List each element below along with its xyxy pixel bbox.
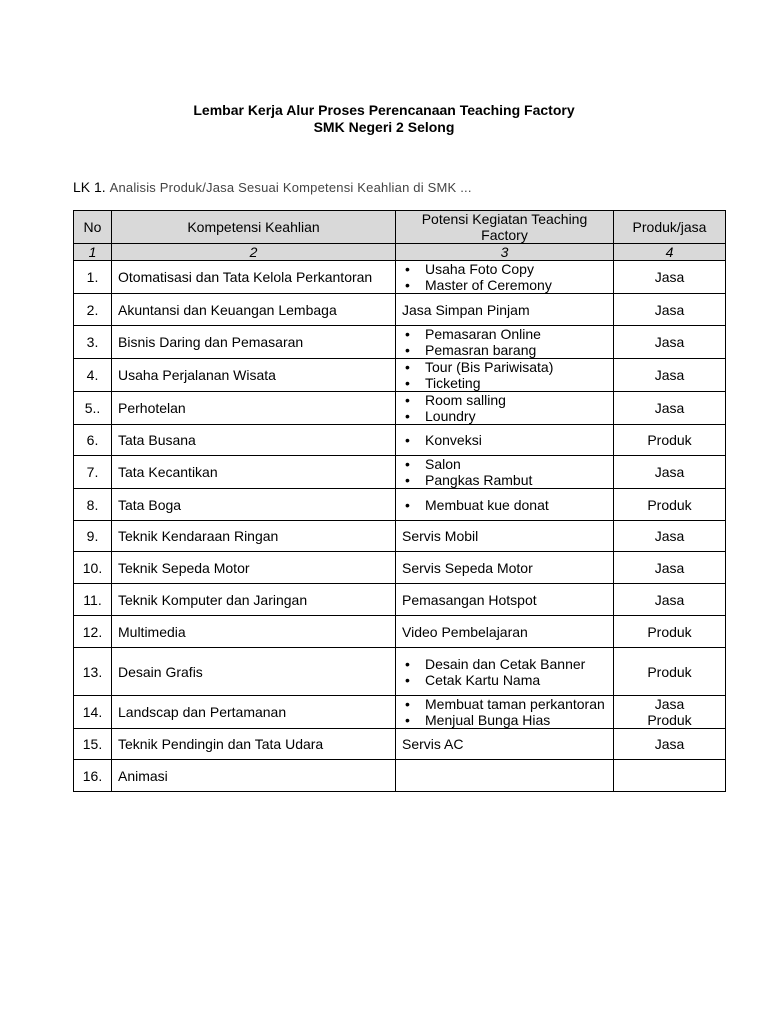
kompetensi-cell: Teknik Sepeda Motor	[112, 552, 396, 584]
analysis-table	[73, 210, 726, 792]
worksheet-heading	[73, 179, 472, 196]
potensi-cell: Pemasangan Hotspot	[396, 584, 614, 616]
produk-cell: Jasa	[614, 552, 726, 584]
potensi-item: • Desain dan Cetak Banner	[402, 656, 607, 672]
potensi-cell	[396, 489, 614, 521]
row-number: 13.	[74, 648, 112, 696]
kompetensi-cell: Desain Grafis	[112, 648, 396, 696]
kompetensi-cell: Landscap dan Pertamanan	[112, 696, 396, 729]
potensi-item: • Room salling	[402, 392, 607, 408]
kompetensi-cell: Animasi	[112, 760, 396, 792]
kompetensi-cell: Tata Boga	[112, 489, 396, 521]
row-number: 4.	[74, 359, 112, 392]
kompetensi-cell: Usaha Perjalanan Wisata	[112, 359, 396, 392]
worksheet-label: LK 1.	[73, 179, 106, 195]
potensi-cell	[396, 456, 614, 489]
potensi-item: • Menjual Bunga Hias	[402, 712, 607, 728]
potensi-cell: Jasa Simpan Pinjam	[396, 294, 614, 326]
potensi-item: • Konveksi	[402, 432, 607, 448]
potensi-list	[402, 696, 607, 728]
header-kompetensi: Kompetensi Keahlian	[112, 211, 396, 244]
table-row	[74, 729, 726, 760]
kompetensi-cell: Tata Busana	[112, 425, 396, 456]
potensi-list	[402, 261, 607, 293]
kompetensi-cell: Perhotelan	[112, 392, 396, 425]
table-row	[74, 425, 726, 456]
row-number: 5..	[74, 392, 112, 425]
produk-cell: Jasa Produk	[614, 696, 726, 729]
kompetensi-cell: Teknik Kendaraan Ringan	[112, 521, 396, 552]
potensi-cell: Servis Sepeda Motor	[396, 552, 614, 584]
row-number: 1.	[74, 261, 112, 294]
table-row	[74, 584, 726, 616]
potensi-cell	[396, 648, 614, 696]
potensi-item: • Salon	[402, 456, 607, 472]
kompetensi-cell: Tata Kecantikan	[112, 456, 396, 489]
table-row	[74, 552, 726, 584]
kompetensi-cell: Otomatisasi dan Tata Kelola Perkantoran	[112, 261, 396, 294]
potensi-cell: Servis Mobil	[396, 521, 614, 552]
column-number: 2	[112, 244, 396, 261]
header-no: No	[74, 211, 112, 244]
header-potensi: Potensi Kegiatan Teaching Factory	[396, 211, 614, 244]
potensi-cell	[396, 696, 614, 729]
produk-cell: Jasa	[614, 521, 726, 552]
column-number: 1	[74, 244, 112, 261]
potensi-list	[402, 656, 607, 688]
potensi-cell: Video Pembelajaran	[396, 616, 614, 648]
table-row	[74, 359, 726, 392]
row-number: 9.	[74, 521, 112, 552]
worksheet-subtitle: Analisis Produk/Jasa Sesuai Kompetensi Keahlian di SMK ...	[109, 180, 472, 195]
row-number: 2.	[74, 294, 112, 326]
potensi-list	[402, 497, 607, 513]
row-number: 3.	[74, 326, 112, 359]
kompetensi-cell: Bisnis Daring dan Pemasaran	[112, 326, 396, 359]
potensi-item: • Membuat kue donat	[402, 497, 607, 513]
potensi-cell	[396, 425, 614, 456]
produk-cell: Jasa	[614, 261, 726, 294]
kompetensi-cell: Teknik Pendingin dan Tata Udara	[112, 729, 396, 760]
potensi-item: • Pangkas Rambut	[402, 472, 607, 488]
school-name: SMK Negeri 2 Selong	[313, 119, 455, 135]
produk-cell: Produk	[614, 616, 726, 648]
header-produk: Produk/jasa	[614, 211, 726, 244]
table-row	[74, 261, 726, 294]
row-number: 6.	[74, 425, 112, 456]
document-title: Lembar Kerja Alur Proses Perencanaan Teaching Factory	[193, 102, 575, 118]
produk-cell: Jasa	[614, 294, 726, 326]
potensi-list	[402, 326, 607, 358]
produk-cell	[614, 760, 726, 792]
potensi-item: • Usaha Foto Copy	[402, 261, 607, 277]
produk-cell: Jasa	[614, 729, 726, 760]
potensi-cell	[396, 359, 614, 392]
potensi-item: • Master of Ceremony	[402, 277, 607, 293]
potensi-cell	[396, 392, 614, 425]
table-row	[74, 456, 726, 489]
table-row	[74, 489, 726, 521]
potensi-list	[402, 432, 607, 448]
produk-cell: Jasa	[614, 326, 726, 359]
table-row	[74, 392, 726, 425]
potensi-cell: Servis AC	[396, 729, 614, 760]
potensi-item: • Tour (Bis Pariwisata)	[402, 359, 607, 375]
column-number-row	[74, 244, 726, 261]
produk-cell: Produk	[614, 648, 726, 696]
potensi-item: • Pemasaran Online	[402, 326, 607, 342]
column-number: 4	[614, 244, 726, 261]
produk-cell: Jasa	[614, 584, 726, 616]
potensi-list	[402, 359, 607, 391]
kompetensi-cell: Akuntansi dan Keuangan Lembaga	[112, 294, 396, 326]
potensi-list	[402, 456, 607, 488]
table-row	[74, 648, 726, 696]
table-body	[74, 261, 726, 792]
potensi-cell	[396, 760, 614, 792]
potensi-cell	[396, 326, 614, 359]
row-number: 14.	[74, 696, 112, 729]
produk-cell: Jasa	[614, 359, 726, 392]
potensi-item: • Pemasran barang	[402, 342, 607, 358]
row-number: 7.	[74, 456, 112, 489]
table-row	[74, 326, 726, 359]
table-row	[74, 760, 726, 792]
table-row	[74, 521, 726, 552]
row-number: 15.	[74, 729, 112, 760]
potensi-item: • Cetak Kartu Nama	[402, 672, 607, 688]
row-number: 12.	[74, 616, 112, 648]
table-row	[74, 696, 726, 729]
produk-cell: Produk	[614, 489, 726, 521]
produk-cell: Jasa	[614, 392, 726, 425]
column-number: 3	[396, 244, 614, 261]
row-number: 11.	[74, 584, 112, 616]
kompetensi-cell: Teknik Komputer dan Jaringan	[112, 584, 396, 616]
potensi-item: • Membuat taman perkantoran	[402, 696, 607, 712]
potensi-item: • Loundry	[402, 408, 607, 424]
potensi-cell	[396, 261, 614, 294]
row-number: 10.	[74, 552, 112, 584]
produk-cell: Jasa	[614, 456, 726, 489]
potensi-item: • Ticketing	[402, 375, 607, 391]
row-number: 16.	[74, 760, 112, 792]
table-row	[74, 616, 726, 648]
table-row	[74, 294, 726, 326]
potensi-list	[402, 392, 607, 424]
kompetensi-cell: Multimedia	[112, 616, 396, 648]
row-number: 8.	[74, 489, 112, 521]
header-row	[74, 211, 726, 244]
produk-cell: Produk	[614, 425, 726, 456]
